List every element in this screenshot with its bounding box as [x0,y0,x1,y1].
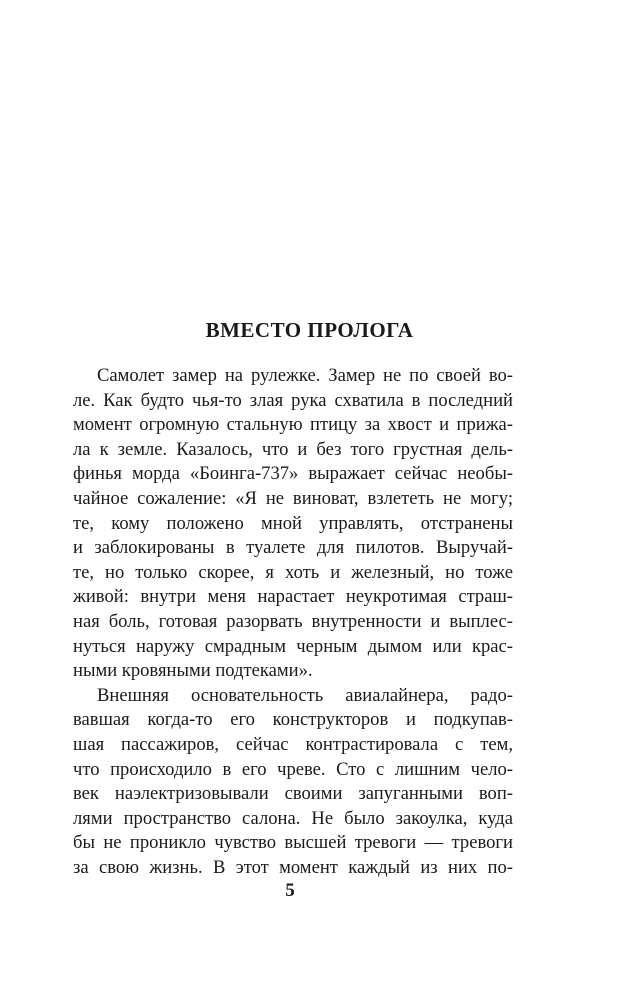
text-line: век наэлектризовывали своими запуганными воп- [73,783,513,805]
text-line: те, но только скорее, я хоть и железный, но тоже [73,561,513,583]
text-line: ла к земле. Казалось, что и без того грустная дель- [73,438,513,460]
text-line: шая пассажиров, сейчас контрастировала с тем, [73,733,513,755]
text-line: и заблокированы в туалете для пилотов. Выручай- [73,537,513,559]
text-line: момент огромную стальную птицу за хвост и прижа- [73,414,513,436]
text-line: ными кровяными подтеками». [73,660,313,682]
text-line: Внешняя основательность авиалайнера, радо- [97,684,513,706]
text-line: вавшая когда-то его конструкторов и подкупав- [73,709,513,731]
chapter-title: ВМЕСТО ПРОЛОГА [205,318,414,342]
text-line: ная боль, готовая разорвать внутренности и выплес- [73,610,513,632]
body-text [73,364,513,880]
text-line: те, кому положено мной управлять, отстранены [73,512,513,534]
text-line: Самолет замер на рулежке. Замер не по своей во- [97,365,513,386]
page-number: 5 [285,880,295,901]
text-line: что происходило в его чреве. Сто с лишним чело- [73,758,513,780]
text-line: нуться наружу смрадным черным дымом или крас- [73,635,513,657]
text-line: чайное сожаление: «Я не виноват, взлететь не могу; [73,487,513,509]
text-line: ле. Как будто чья-то злая рука схватила в последний [73,389,513,411]
text-line: финья морда «Боинга-737» выражает сейчас необы- [73,463,513,485]
text-line: лями пространство салона. Не было закоулка, куда [73,807,513,829]
text-line: живой: внутри меня нарастает неукротимая страш- [73,586,513,608]
text-line: за свою жизнь. В этот момент каждый из них по- [73,856,513,878]
text-line: бы не проникло чувство высшей тревоги — тревоги [73,832,513,854]
